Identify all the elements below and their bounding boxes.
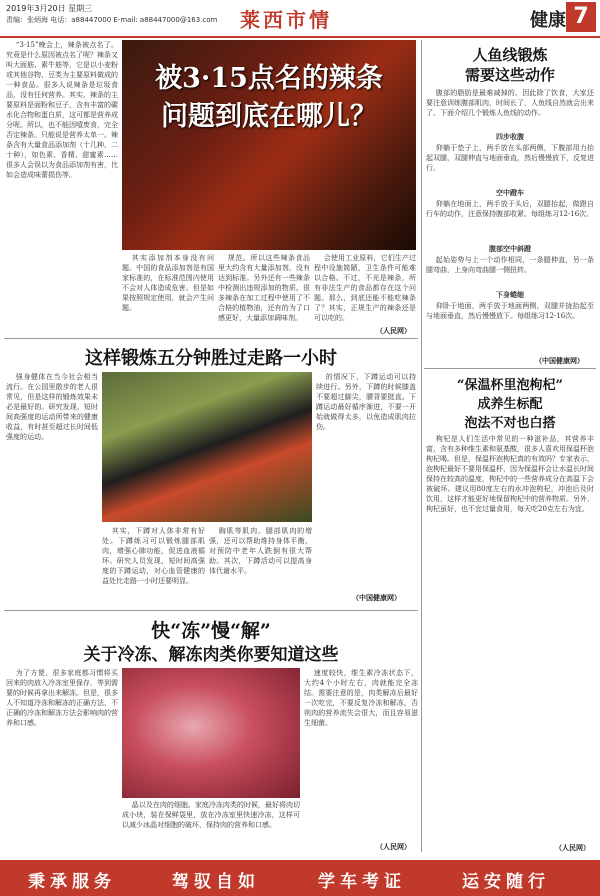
fish-title-line2: 需要这些动作 (464, 66, 555, 84)
page-number: 7 (566, 2, 596, 32)
spicy-article-col4: 会使用工业原料，它们生产过程中设施简陋，卫生条件可能难以合格。不过，不光是辣条，所有非法生产的食品都存在这个问题。那么，到底还能不能吃辣条了？其实，正规生产的辣条还是可以吃的。 (314, 254, 416, 322)
spicy-strips-photo (122, 40, 416, 250)
footer-item-4: 运安随行 (462, 872, 550, 892)
frozen-meat-photo (122, 668, 300, 798)
fish-sub2: 空中蹬车 (496, 188, 524, 197)
spicy-article-col3: 规范。所以这些辣条食品里大约含有大量添加剂，没有达到标准。另外还有一些辣条中检测出违规添加的物质。很多辣条在加工过程中使用了不合格的植物油，还有的为了口感更好，大量添加调味剂。 (218, 254, 310, 322)
exercise-col4: 的情况下，下蹲运动可以持续进行。另外，下蹲的时候膝盖不要超过脚尖，腰背要挺直。下蹲运动最好循序渐进，不要一开始就做得太多，以免造成肌肉拉伤。 (316, 373, 416, 431)
cyclist-photo (102, 372, 312, 522)
fish-sub1-body: 仰躺于垫子上，两手放在头部两侧，下腹部用力抬起双腿，双腿伸直与地面垂直，然后慢慢放下，反复进行。 (426, 144, 594, 172)
fish-sub2-body: 仰躺在地面上，两手放于头后，双腿抬起，做蹬自行车的动作，注意保持腹部收紧。每组练习12-16次。 (426, 200, 594, 218)
meat-title-line2: 关于冷冻、解冻肉类你要知道这些 (83, 645, 339, 665)
spicy-article-col1: “3·15”晚会上，辣条被点名了。究竟是什么原因被点名了呢？辣条又叫大面筋、素牛筋等，它是以小麦粉或其他谷物、豆类为主要原料做成的一种食品。很多人说辣条是垃圾食品，没有任何营养。其实，辣条的主要原料是面粉和豆子，含有丰富的碳水化合物和蛋白质，这可都是营养成分呢。所以，也不能因噎废食，完全否定辣条。只能说是营养太单一。辣条含有大量食品添加剂（十几种、二十种），如色素、香精、甜蜜素……很多人会误以为食品添加剂有害，比如会造成味蕾损伤等。 (6, 41, 118, 179)
fish-source: （中国健康网） (535, 356, 584, 365)
meat-col4: 速度较快，维生素冷冻状态下，大约4个小时左右，肉就能完全冻结。需要注意的是，肉类解冻后最好一次吃完，不要反复冷冻和解冻，否则肉的营养流失会很大，而且容易滋生细菌。 (304, 669, 418, 727)
meat-col1: 为了方便，很多家庭都习惯将买回来的肉放入冷冻室里保存，等到需要的时候再拿出来解冻。但是，很多人不知道冷冻和解冻的正确方法，不正确的冷冻和解冻方法会影响肉的营养和口感。 (6, 669, 118, 727)
exercise-source: （中国健康网） (352, 593, 401, 602)
spicy-article-col2: 其实添加剂本身没有问题。中国的食品添加剂是有国家标准的，在标准范围内使用不会对人体造成危害。但是如果按照规定使用，就会产生问题。 (122, 254, 214, 312)
fish-sub1: 四步收腹 (496, 132, 524, 141)
meat-col3: 晶以及在肉的细胞。家庭冷冻肉类的时候，最好将肉切成小块，装在保鲜袋里，放在冷冻室里快速冷冻，这样可以减少冰晶对细胞的破坏，保持肉的营养和口感。 (122, 801, 300, 829)
wolfberry-body: 枸杞是人们生活中常见的一种滋补品，其营养丰富，含有多种维生素和氨基酸，很多人喜欢用保温杯泡枸杞喝。但是，保温杯泡枸杞真的有效吗？专家表示，泡枸杞最好不要用保温杯，因为保温杯会让水温长时间保持在较高的温度，枸杞中的一些营养成分在高温下会被破坏。建议用80度左右的水冲泡枸杞，冲泡后及时饮用，这样才能更好地保留枸杞中的营养物质。另外，枸杞虽好，也不宜过量食用，每天吃20克左右为宜。 (426, 435, 594, 513)
section-divider-2 (4, 610, 418, 611)
right-divider (424, 368, 596, 369)
fish-sub3: 腹部空中斜蹬 (489, 244, 531, 253)
editor-info: 责编：张炳海 电话：a88447000 E-mail: a88447000@163.com (6, 16, 218, 24)
exercise-title: 这样锻炼五分钟胜过走路一小时 (85, 348, 337, 369)
fish-intro: 腹部的脂肪是最难减掉的。因此除了饮食，大家还要注意训练腹部肌肉，时间长了，人鱼线自然就会出来了。下面介绍几个锻炼人鱼线的动作。 (426, 89, 594, 117)
footer-item-3: 学车考证 (318, 872, 406, 892)
meat-title-line1: 快“冻”慢“解” (151, 620, 271, 642)
wolfberry-source: （人民网） (555, 843, 590, 852)
wolfberry-title-line1: “保温杯里泡枸杞” (457, 378, 563, 393)
spicy-title-line2: 问题到底在哪儿？ (161, 101, 377, 132)
fish-sub4: 下身蜷缩 (496, 290, 524, 299)
fish-sub3-body: 起始姿势与上一个动作相同，一条腿伸直，另一条腿弯曲，上身向弯曲腿一侧扭转。 (426, 256, 594, 274)
meat-source: （人民网） (376, 842, 411, 851)
masthead: 莱西市情 (240, 8, 332, 32)
fish-sub4-body: 仰卧于地面，两手放于地面两侧，双腿并拢抬起至与地面垂直，然后慢慢放下。每组练习12-16次。 (426, 302, 594, 320)
footer-banner (0, 860, 600, 896)
exercise-col2: 其实，下蹲对人体非常有好处。下蹲练习可以锻炼腿部肌肉，增强心肺功能，促进血液循环。研究人员发现，短时间高强度的下蹲运动，对心血管健康的益处比走路一小时还要明显。 (102, 527, 205, 585)
spicy-source: （人民网） (376, 326, 411, 335)
page-header (0, 0, 600, 38)
exercise-col3: 胸肌等肌肉。腿部肌肉的增强，还可以帮助维持身体平衡，对预防中老年人跌倒有很大帮助。其次，下蹲活动可以提高身体代谢水平。 (209, 527, 312, 575)
issue-date: 2019年3月20日 星期三 (6, 4, 93, 13)
wolfberry-title-line3: 泡法不对也白搭 (464, 416, 556, 431)
footer-item-2: 驾驭自如 (172, 872, 260, 892)
wolfberry-title-line2: 成养生标配 (477, 397, 543, 412)
spicy-title-line1: 被3·15点名的辣条 (155, 63, 383, 94)
section-divider (4, 338, 418, 339)
section-title: 健康 (530, 10, 566, 31)
footer-item-1: 秉承服务 (28, 872, 116, 892)
fish-title-line1: 人鱼线锻炼 (472, 46, 548, 64)
exercise-col1: 强身健体在当今社会相当流行。在公园里散步的老人很常见，但是这样的锻炼效果未必是最好的。研究发现，短时间高强度的运动所带来的健康收益，有时甚至超过长时间低强度的运动。 (6, 373, 98, 441)
column-divider (421, 40, 422, 852)
